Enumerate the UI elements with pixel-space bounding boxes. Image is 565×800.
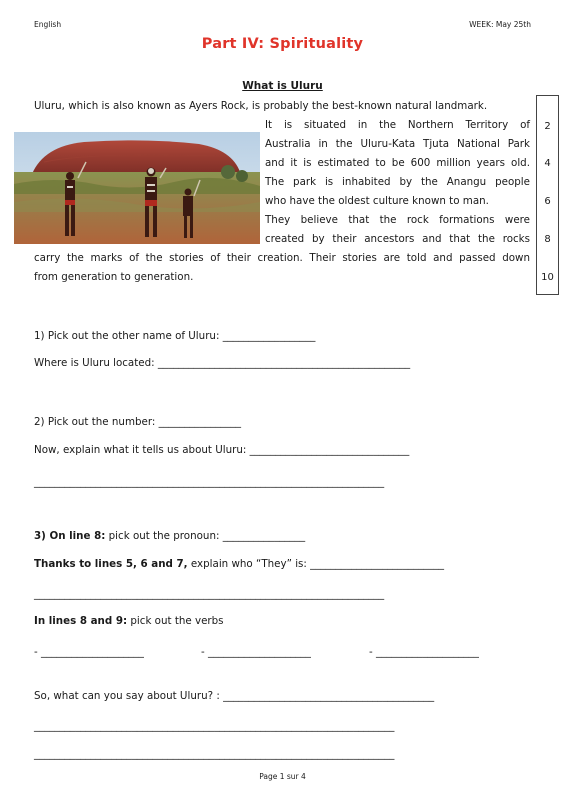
line-number-4: 4 [544,158,551,169]
question-4-answer-line-2: ______________________________________________________________________ [34,748,395,760]
uluru-photo [14,132,260,244]
question-3-they-text: explain who “They” is: __________________________ [187,558,445,570]
passage-line-9: carry the marks of the stories of their creation. Their stories are told and passed down [34,252,530,264]
question-2-answer-line: ____________________________________________________________________ [34,476,385,488]
passage-line-5: The park is inhabited by the Anangu people [265,176,530,188]
question-2-number: 2) Pick out the number: ________________ [34,416,242,428]
question-3-they [34,558,444,570]
passage-line-10: from generation to generation. [34,271,194,283]
question-4-uluru: So, what can you say about Uluru? : _________________________________________ [34,690,435,702]
header-subject: English [34,20,62,29]
header-week: WEEK: May 25th [469,20,531,29]
line-number-2: 2 [544,121,551,132]
question-3-pronoun [34,530,305,542]
question-4-answer-line-1: ______________________________________________________________________ [34,720,395,732]
passage-line-2: It is situated in the Northern Territory of [265,119,530,131]
line-number-10: 10 [541,272,554,283]
verb-blank-3: - ____________________ [369,646,479,658]
question-3-pronoun-label: 3) On line 8: [34,530,106,542]
passage-line-4: and it is estimated to be 600 million years old. [265,157,530,169]
question-3-verbs-text: pick out the verbs [127,615,224,627]
question-1-other-name: 1) Pick out the other name of Uluru: __________________ [34,330,316,342]
section-title: What is Uluru [242,80,323,92]
page-footer: Page 1 sur 4 [259,772,306,781]
passage-line-3: Australia in the Uluru-Kata Tjuta National Park [265,138,530,150]
page-title: Part IV: Spirituality [201,36,364,52]
line-number-6: 6 [544,196,551,207]
question-3-pronoun-text: pick out the pronoun: ________________ [105,530,306,542]
passage-line-1: Uluru, which is also known as Ayers Rock, is probably the best-known natural landmark. [34,100,488,112]
verb-blank-1: - ____________________ [34,646,144,658]
question-3-verbs [34,615,224,627]
question-3-they-label: Thanks to lines 5, 6 and 7, [34,558,188,570]
passage-line-7: They believe that the rock formations were [265,214,530,226]
line-number-8: 8 [544,234,551,245]
question-1-location: Where is Uluru located: _________________________________________________ [34,357,411,369]
verb-blank-2: - ____________________ [201,646,311,658]
passage-line-8: created by their ancestors and that the rocks [265,233,530,245]
passage-line-6: who have the oldest culture known to man. [265,195,489,207]
question-2-explain: Now, explain what it tells us about Uluru: _______________________________ [34,444,410,456]
question-3-verbs-label: In lines 8 and 9: [34,615,128,627]
question-3-answer-line: ____________________________________________________________________ [34,588,385,600]
